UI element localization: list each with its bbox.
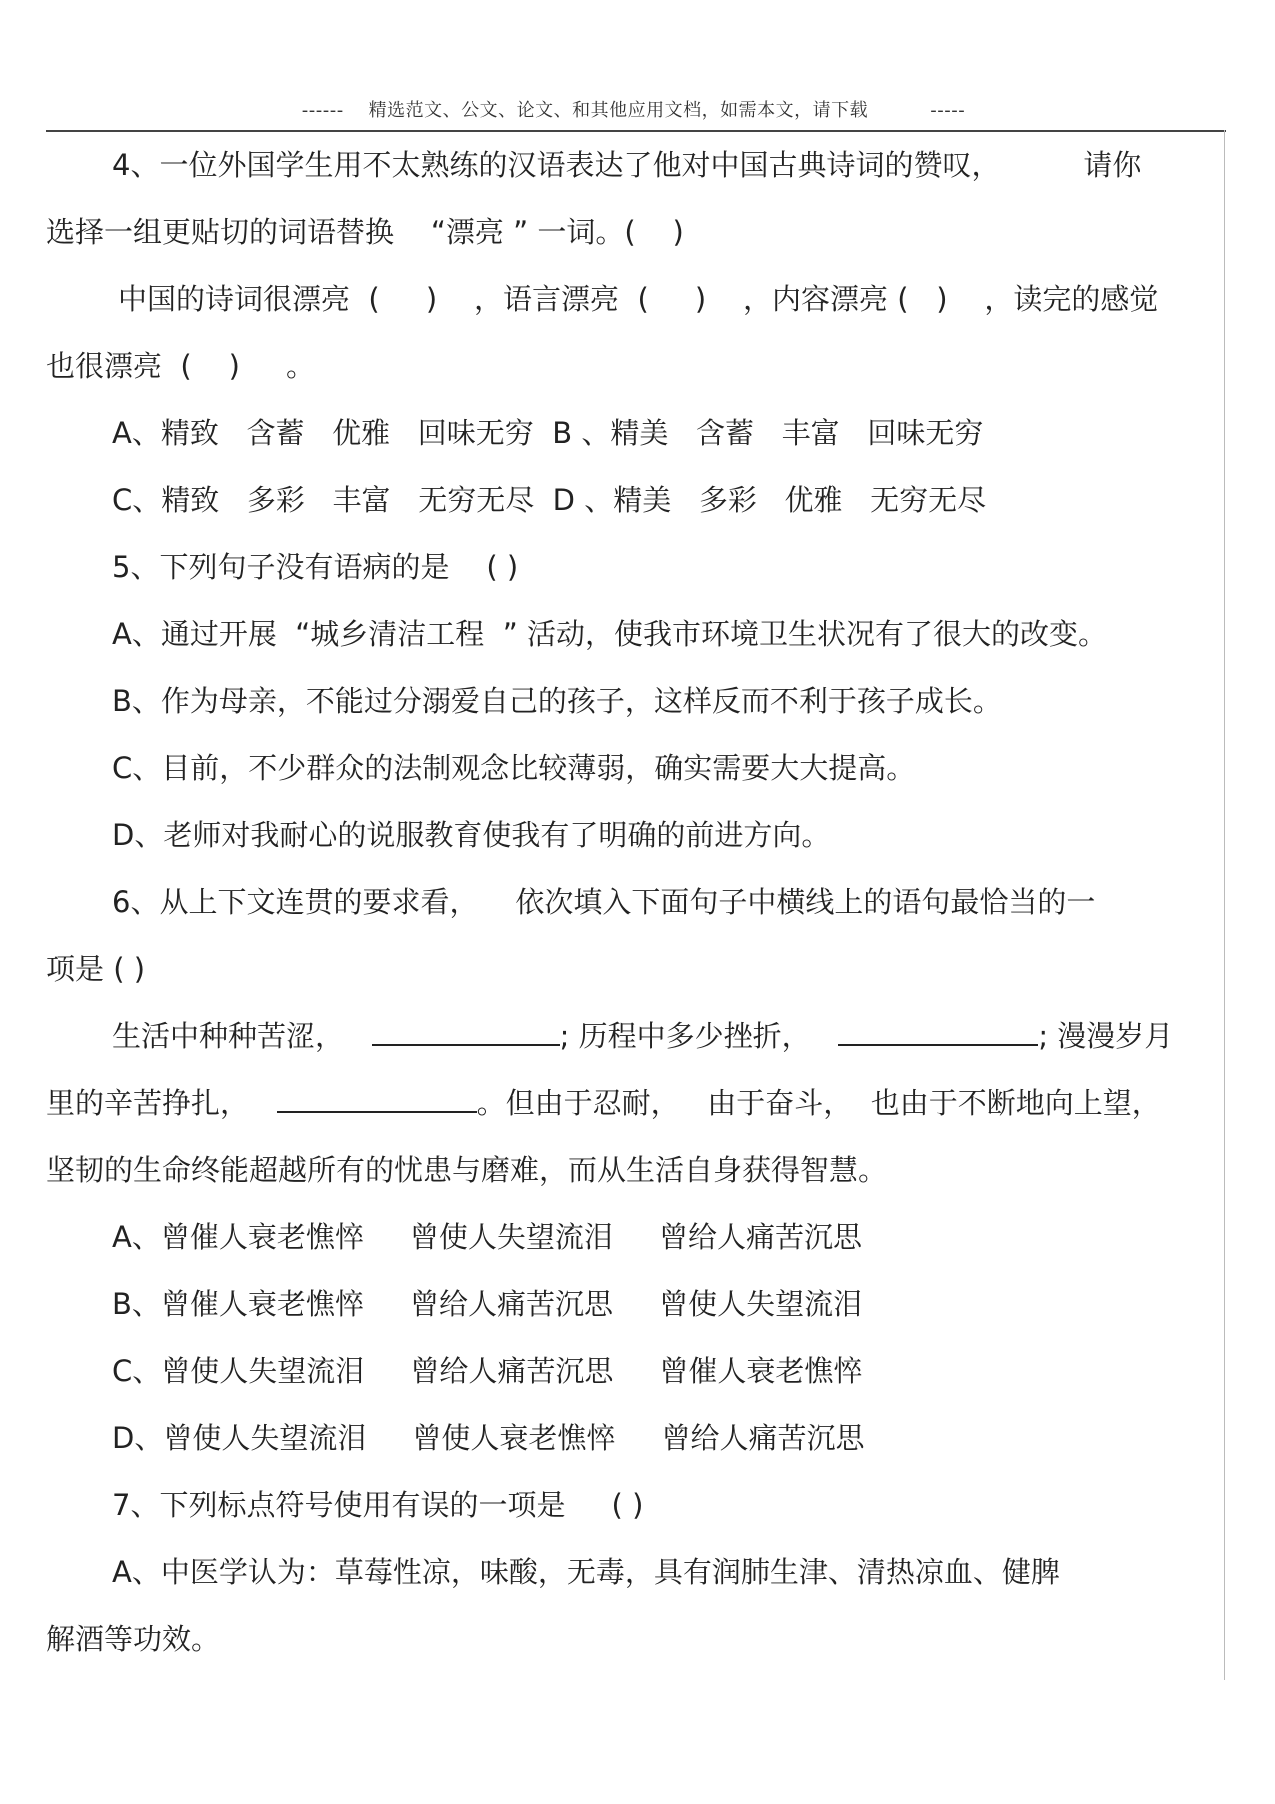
q7-stem: 7、下列标点符号使用有误的一项是 ( ) (112, 1488, 644, 1522)
fill-blank-1 (372, 1018, 560, 1046)
q5-option-d: D、老师对我耐心的说服教育使我有了明确的前进方向。 (112, 818, 831, 852)
q4-option-cd: C、精致 多彩 丰富 无穷无尽 D 、精美 多彩 优雅 无穷无尽 (112, 483, 987, 517)
q6-text-segment: 里的辛苦挣扎， (46, 1086, 277, 1120)
q4-text-line2: 也很漂亮 ( ) 。 (46, 349, 316, 383)
q5-option-b: B、作为母亲，不能过分溺爱自己的孩子，这样反而不利于孩子成长。 (112, 684, 1002, 718)
q6-text-line3: 坚韧的生命终能超越所有的忧患与磨难，而从生活自身获得智慧。 (46, 1153, 888, 1187)
q6-option-d: D、曾使人失望流泪 曾使人衰老憔悴 曾给人痛苦沉思 (112, 1421, 865, 1455)
q4-text-line1: 中国的诗词很漂亮 ( ) ，语言漂亮 ( ) ，内容漂亮 ( ) ，读完的感觉 (118, 282, 1159, 316)
q5-stem: 5、下列句子没有语病的是 ( ) (112, 550, 519, 584)
q5-option-c: C、目前，不少群众的法制观念比较薄弱，确实需要大大提高。 (112, 751, 916, 785)
q6-text-segment: 。但由于忍耐， 由于奋斗， 也由于不断地向上望， (476, 1086, 1161, 1120)
right-margin-rule (1224, 130, 1225, 1680)
fill-blank-3 (277, 1085, 477, 1113)
q6-option-b: B、曾催人衰老憔悴 曾给人痛苦沉思 曾使人失望流泪 (112, 1287, 863, 1321)
header-rule (46, 130, 1226, 132)
page-header: ------ 精选范文、公文、论文、和其他应用文档，如需本文，请下载 ----- (301, 100, 966, 121)
q6-option-a: A、曾催人衰老憔悴 曾使人失望流泪 曾给人痛苦沉思 (112, 1220, 863, 1254)
q6-stem-line1: 6、从上下文连贯的要求看， 依次填入下面句子中横线上的语句最恰当的一 (112, 885, 1096, 919)
q7-option-a-line2: 解酒等功效。 (46, 1622, 221, 1656)
q6-text-segment: 生活中种种苦涩， (112, 1019, 372, 1053)
q6-option-c: C、曾使人失望流泪 曾给人痛苦沉思 曾催人衰老憔悴 (112, 1354, 863, 1388)
q6-text-segment: ; 漫漫岁月 (1038, 1019, 1174, 1053)
q4-stem-line1: 4、一位外国学生用不太熟练的汉语表达了他对中国古典诗词的赞叹， 请你 (112, 148, 1142, 182)
q6-text-line2 (46, 1085, 1161, 1121)
q5-option-a: A、通过开展 “城乡清洁工程 ” 活动，使我市环境卫生状况有了很大的改变。 (112, 617, 1107, 651)
q7-option-a-line1: A、中医学认为：草莓性凉，味酸，无毒，具有润肺生津、清热凉血、健脾 (112, 1555, 1060, 1589)
q4-option-ab: A、精致 含蓄 优雅 回味无穷 B 、精美 含蓄 丰富 回味无穷 (112, 416, 984, 450)
q6-text-segment: ; 历程中多少挫折， (559, 1019, 839, 1053)
q6-text-line1 (112, 1018, 1173, 1054)
q4-stem-line2: 选择一组更贴切的词语替换 “漂亮 ” 一词。( ) (46, 215, 684, 249)
fill-blank-2 (838, 1018, 1038, 1046)
q6-stem-line2: 项是 ( ) (46, 952, 146, 986)
